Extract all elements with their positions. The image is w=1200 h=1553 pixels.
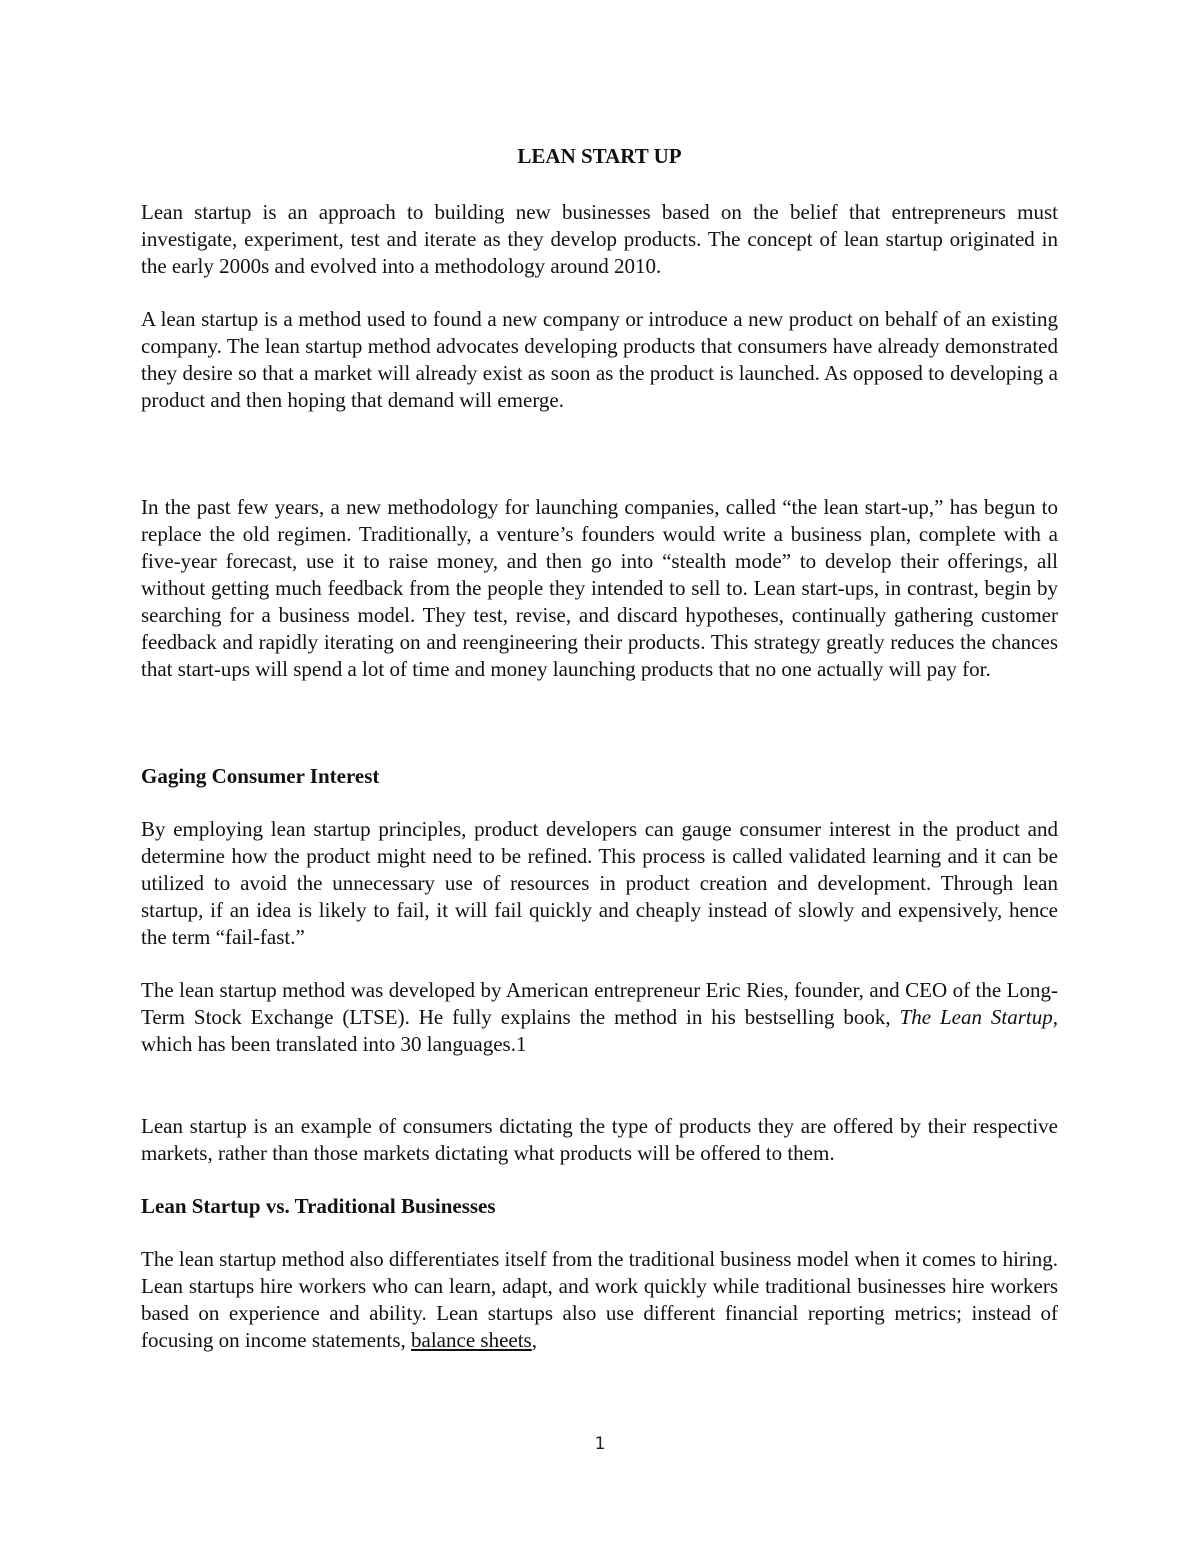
- paragraph-text: The lean startup method also differentiates itself from the traditional business model when it comes to hiring. Lean startups hire workers who can learn, adapt, and work quickly while traditional businesses hire workers based on experience and ability. Lean startups also use different financial reporting metrics; instead of focusing on income statements,: [141, 1247, 1058, 1352]
- section-heading-traditional-businesses: Lean Startup vs. Traditional Businesses: [141, 1194, 496, 1218]
- paragraph-definition: A lean startup is a method used to found a new company or introduce a new product on behalf of an existing company. The lean startup method advocates developing products that consumers have already demonstrated they desire so that a market will already exist as soon as the product is launched. As opposed to developing a product and then hoping that demand will emerge.: [141, 307, 1058, 412]
- balance-sheets-link[interactable]: balance sheets: [411, 1328, 532, 1352]
- section-heading-consumer-interest: Gaging Consumer Interest: [141, 764, 380, 788]
- paragraph-text: ,: [531, 1328, 537, 1352]
- spacer: [141, 709, 1058, 763]
- paragraph-validated-learning: By employing lean startup principles, product developers can gauge consumer interest in the product and determine how the product might need to be refined. This process is called validated learning and it can be utilized to avoid the unnecessary use of resources in product creation and development. Through lean startup, if an idea is likely to fail, it will fail quickly and cheaply instead of slowly and expensively, hence the term “fail-fast.”: [141, 817, 1058, 949]
- document-body: [141, 140, 1058, 1380]
- spacer: [141, 440, 1058, 494]
- paragraph-text: The lean startup method was developed by American entrepreneur Eric Ries, founder, and CEO of the Long-Term Stock Exchange (LTSE). He fully explains the method in his bestselling book,: [141, 978, 1058, 1029]
- paragraph-methodology: In the past few years, a new methodology for launching companies, called “the lean start-up,” has begun to replace the old regimen. Traditionally, a venture’s founders would write a business plan, complete with a five-year forecast, use it to raise money, and then go into “stealth mode” to develop their offerings, all without getting much feedback from the people they intended to sell to. Lean start-ups, in contrast, begin by searching for a business model. They test, revise, and discard hypotheses, continually gathering customer feedback and rapidly iterating on and reengineering their products. This strategy greatly reduces the chances that start-ups will spend a lot of time and money launching products that no one actually will pay for.: [141, 495, 1058, 681]
- book-title: The Lean Startup,: [899, 1005, 1058, 1029]
- page-number: 1: [594, 1434, 606, 1454]
- paragraph-hiring: [141, 1246, 1058, 1354]
- paragraph-consumers-dictating: Lean startup is an example of consumers dictating the type of products they are offered by their respective markets, rather than those markets dictating what products will be offered to them.: [141, 1114, 1058, 1165]
- paragraph-text: which has been translated into 30 languages.1: [141, 1032, 527, 1056]
- spacer: [141, 1084, 1058, 1113]
- paragraph-eric-ries: [141, 977, 1058, 1058]
- paragraph-intro: Lean startup is an approach to building new businesses based on the belief that entrepreneurs must investigate, experiment, test and iterate as they develop products. The concept of lean startup originated in the early 2000s and evolved into a methodology around 2010.: [141, 200, 1058, 278]
- document-title: LEAN START UP: [517, 144, 682, 168]
